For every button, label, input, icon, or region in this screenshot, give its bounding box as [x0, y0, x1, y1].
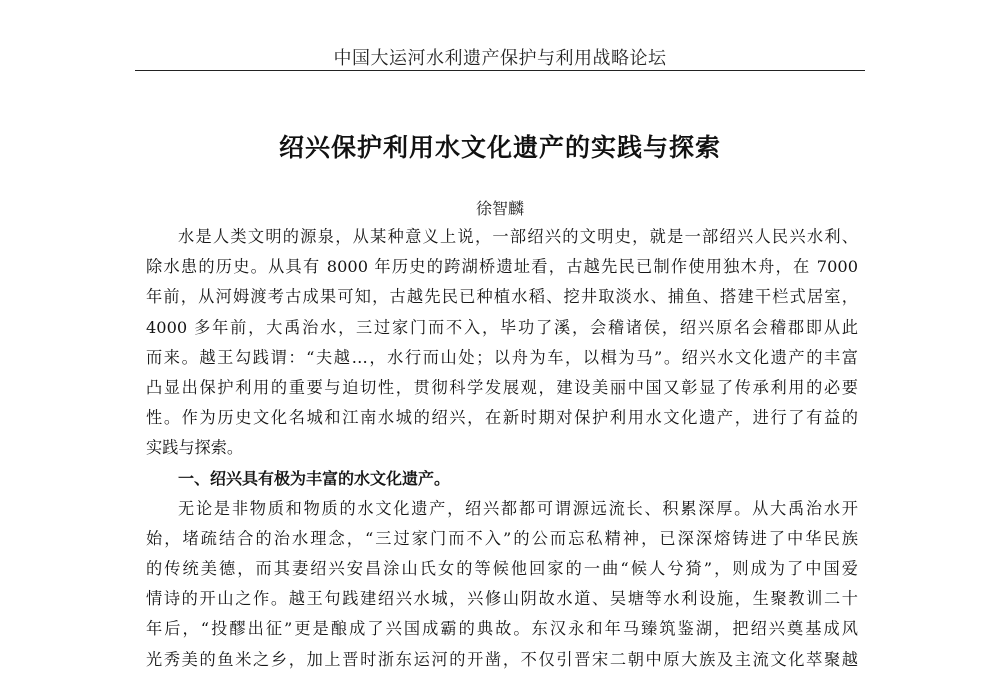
body-line: 4000 多年前，大禹治水，三过家门而不入，毕功了溪，会稽诸侯，绍兴原名会稽郡即从此 — [146, 317, 858, 337]
body-line: 无论是非物质和物质的水文化遗产，绍兴都都可谓源远流长、积累深厚。从大禹治水开 — [178, 498, 858, 518]
body-line: 光秀美的鱼米之乡，加上晋时浙东运河的开凿，不仅引晋宋二朝中原大族及主流文化萃聚越 — [146, 649, 858, 669]
body-line: 始，堵疏结合的治水理念，“三过家门而不入”的公而忘私精神，已深深熔铸进了中华民族 — [146, 528, 858, 548]
header-rule — [135, 70, 865, 71]
body-line: 性。作为历史文化名城和江南水城的绍兴，在新时期对保护利用水文化遗产，进行了有益的 — [146, 408, 858, 428]
body-line: 凸显出保护利用的重要与迫切性，贯彻科学发展观，建设美丽中国又彰显了传承利用的必要 — [146, 377, 858, 397]
body-line: 除水患的历史。从具有 8000 年历史的跨湖桥遗址看，古越先民已制作使用独木舟，在 7000 — [146, 257, 858, 277]
body-line: 而来。越王勾践谓：“夫越…，水行而山处；以舟为车，以楫为马”。绍兴水文化遗产的丰富 — [146, 347, 858, 367]
article-title: 绍兴保护利用水文化遗产的实践与探索 — [278, 133, 721, 162]
article-body — [146, 222, 858, 675]
body-line: 实践与探索。 — [146, 438, 244, 458]
author-name: 徐智麟 — [475, 199, 524, 218]
body-line: 情诗的开山之作。越王句践建绍兴水城，兴修山阴故水道、吴塘等水利设施，生聚教训二十 — [146, 589, 858, 609]
body-line: 年前，从河姆渡考古成果可知，古越先民已种植水稻、挖井取淡水、捕鱼、搭建干栏式居室， — [146, 287, 858, 307]
body-line: 年后，“投醪出征”更是酿成了兴国成霸的典故。东汉永和年马臻筑鉴湖，把绍兴奠基成风 — [146, 619, 858, 639]
running-header: 中国大运河水利遗产保护与利用战略论坛 — [333, 48, 667, 69]
body-line: 水是人类文明的源泉，从某种意义上说，一部绍兴的文明史，就是一部绍兴人民兴水利、 — [178, 227, 858, 246]
body-line: 的传统美德，而其妻绍兴安昌涂山氏女的等候他回家的一曲“候人兮猗”，则成为了中国爱 — [146, 559, 858, 579]
section-heading: 一、绍兴具有极为丰富的水文化遗产。 — [178, 468, 451, 488]
